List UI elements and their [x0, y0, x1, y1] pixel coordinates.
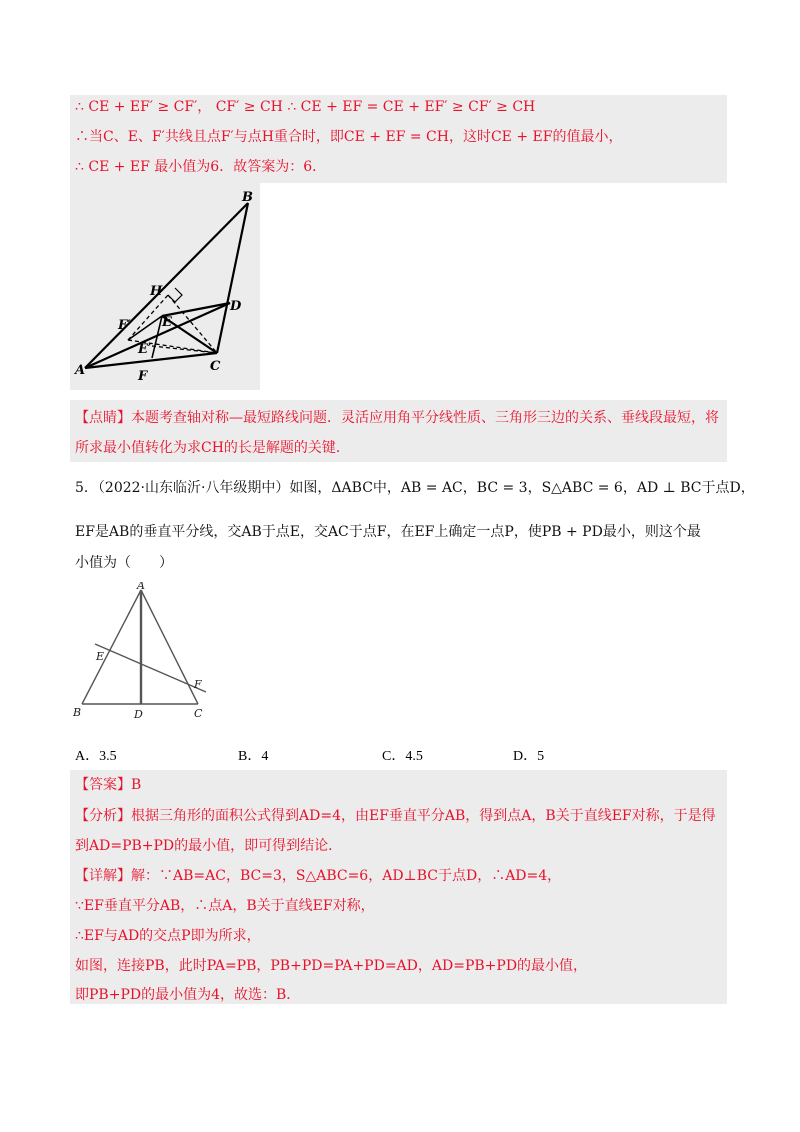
analysis-line-2: 到AD=PB+PD的最小值，即可得到结论． [75, 838, 343, 854]
detail-line-1: 【详解】解：∵AB=AC，BC=3，S△ABC=6，AD⊥BC于点D，∴AD=4， [75, 868, 562, 884]
answer-line: 【答案】B [75, 777, 142, 793]
top-line-1: ∴ CE + EF′ ≥ CF′， CF′ ≥ CH ∴ CE + EF = CE + EF′ ≥ CF′ ≥ CH [75, 99, 536, 115]
fig2-label-D: D [134, 708, 143, 721]
top-line-3: ∴ CE + EF 最小值为6．故答案为：6． [75, 159, 327, 175]
fig1-label-C: C [210, 359, 221, 374]
figure1-geometry-diagram [70, 183, 260, 390]
problem5-line-1: 5．（2022·山东临沂·八年级期中）如图，ΔABC中，AB = AC，BC = 3，S△ABC = 6，AD ⊥ BC于点D， [75, 480, 755, 496]
fig2-label-A: A [137, 582, 145, 592]
fig2-label-C: C [194, 707, 203, 720]
fig1-label-Eprime: E′ [138, 342, 152, 357]
fig1-label-E: E [162, 315, 172, 330]
detail-line-3: ∴EF与AD的交点P即为所求， [75, 928, 261, 944]
detail-line-5: 即PB+PD的最小值为4，故选：B． [75, 987, 301, 1003]
fig1-label-Fprime: F′ [118, 318, 131, 333]
fig2-label-E: E [96, 650, 105, 663]
figure2-triangle-diagram [70, 582, 220, 722]
detail-line-2: ∵EF垂直平分AB，∴点A，B关于直线EF对称， [75, 898, 375, 914]
fig1-label-D: D [230, 299, 242, 314]
problem5-line-3: 小值为（ ） [75, 555, 173, 571]
fig2-label-B: B [73, 706, 82, 719]
detail-line-4: 如图，连接PB，此时PA=PB，PB+PD=PA+PD=AD，AD=PB+PD的最小值， [75, 958, 588, 974]
option-c: C．4.5 [382, 749, 423, 764]
comment-line-1: 【点睛】本题考查轴对称—最短路线问题．灵活应用角平分线性质、三角形三边的关系、垂线段最短，将 [75, 410, 719, 426]
fig1-label-A: A [75, 363, 86, 378]
top-line-2: ∴当C、E、F′共线且点F′与点H重合时，即CE + EF = CH，这时CE + EF的值最小， [75, 129, 623, 145]
fig2-label-F: F [194, 678, 202, 691]
analysis-line-1: 【分析】根据三角形的面积公式得到AD=4，由EF垂直平分AB，得到点A，B关于直线EF对称，于是得 [75, 808, 716, 824]
option-a: A．3.5 [75, 749, 117, 764]
fig1-label-F: F [138, 369, 148, 384]
problem5-line-2: EF是AB的垂直平分线，交AB于点E，交AC于点F，在EF上确定一点P，使PB + PD最小，则这个最 [75, 524, 701, 540]
comment-line-2: 所求最小值转化为求CH的长是解题的关键． [75, 440, 350, 456]
fig1-label-B: B [242, 190, 253, 205]
fig1-label-H: H [150, 284, 163, 299]
option-b: B．4 [238, 749, 269, 764]
option-d: D．5 [513, 749, 545, 764]
